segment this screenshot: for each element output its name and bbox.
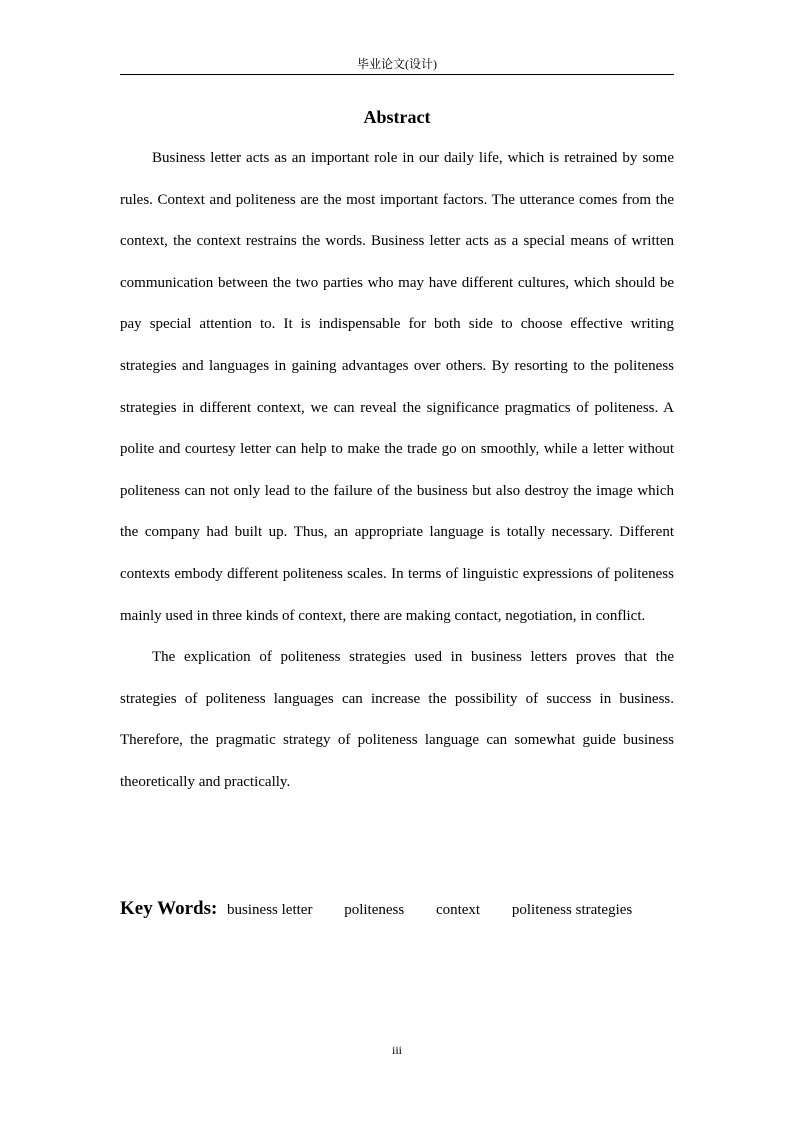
keyword: politeness strategies (511, 902, 633, 918)
page-number: iii (391, 1043, 402, 1057)
abstract-body (120, 138, 674, 804)
keyword: business letter (227, 902, 313, 918)
keywords-line (120, 896, 680, 923)
abstract-title: Abstract (363, 107, 431, 127)
abstract-paragraph: Business letter acts as an important role in our daily life, which is retrained by some rules. Context and politeness are the most important factors. The utterance comes from the context, the context restrains the words. Business letter acts as a special means of written communication between the two parties who may have different cultures, which should be pay special attention to. It is indispensable for both side to choose effective writing strategies and languages in gaining advantages over others. By resorting to the politeness strategies in different context, we can reveal the significance pragmatics of politeness. A polite and courtesy letter can help to make the trade go on smoothly, while a letter without politeness can not only lead to the failure of the business but also destroy the image which the company had built up. Thus, an appropriate language is totally necessary. Different contexts embody different politeness scales. In terms of linguistic expressions of politeness mainly used in three kinds of context, there are making contact, negotiation, in conflict. (120, 150, 674, 624)
keyword: context (435, 902, 481, 918)
abstract-paragraph: The explication of politeness strategies used in business letters proves that the strategies of politeness languages can increase the possibility of success in business. Therefore, the pragmatic strategy of politeness language can somewhat guide business theoretically and practically. (120, 649, 674, 790)
keyword: politeness (344, 902, 405, 918)
page-header: 毕业论文(设计) (120, 54, 674, 75)
keywords-label: Key Words: (120, 898, 218, 919)
